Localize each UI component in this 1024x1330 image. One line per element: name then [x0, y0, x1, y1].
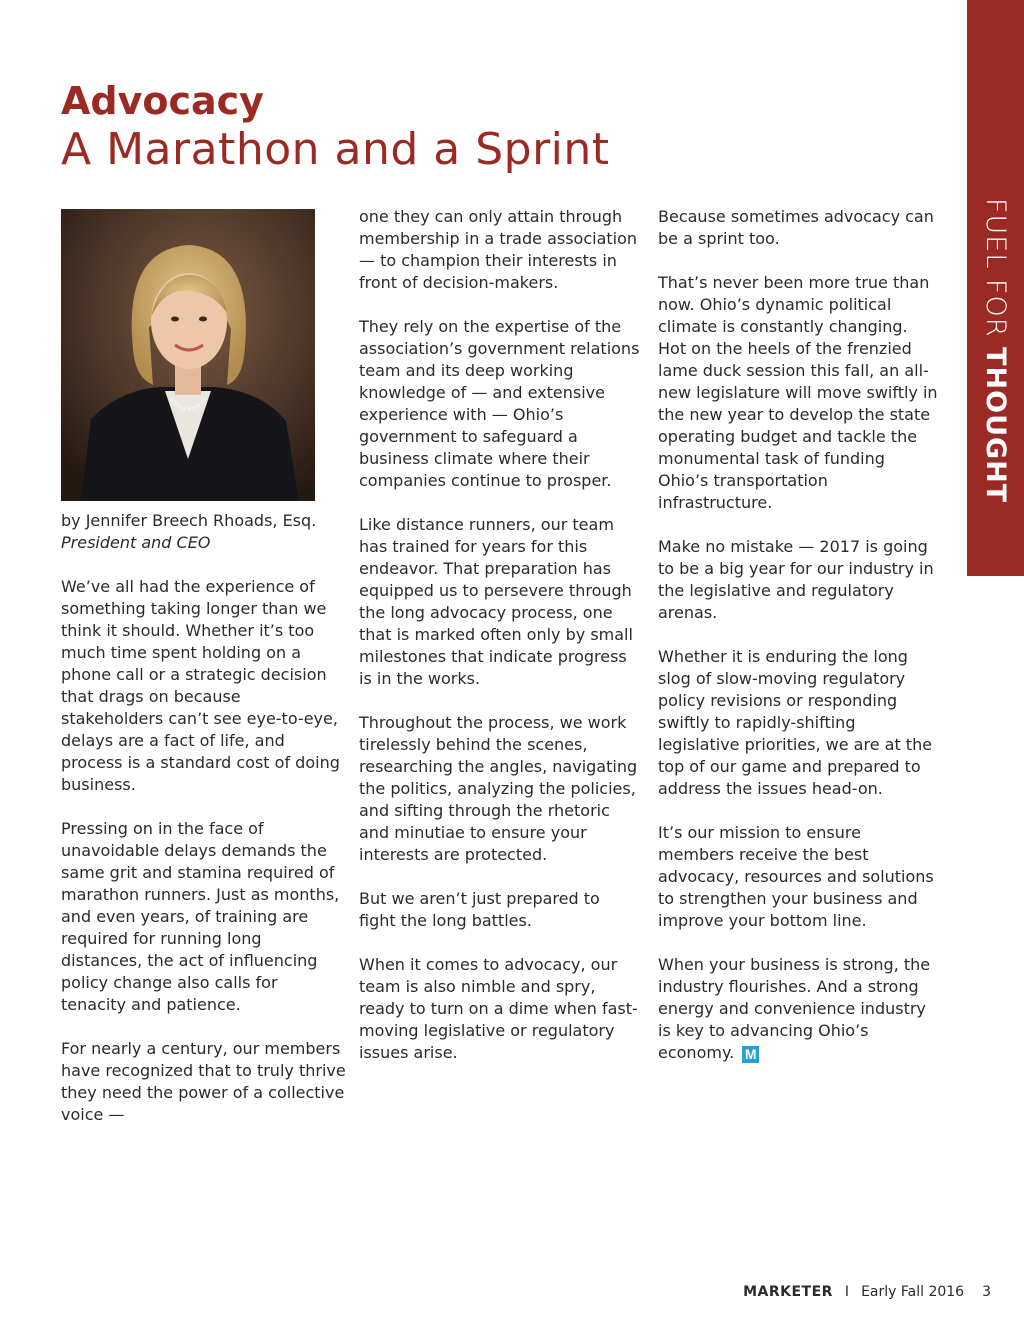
section-tab — [967, 0, 1024, 576]
headline — [61, 78, 610, 176]
paragraph: It’s our mission to ensure members receive the best advocacy, resources and solutions to strengthen your business and improve your bottom line. — [658, 823, 934, 930]
paragraph: one they can only attain through membership in a trade association — to champion their interests in front of decision-makers. — [359, 207, 638, 292]
footer-issue: Early Fall 2016 — [861, 1284, 965, 1300]
paragraph: Pressing on in the face of unavoidable delays demands the same grit and stamina required of marathon runners. Just as months, and even years, of training are required for running long distances, the act of influencing policy change also calls for tenacity and patience. — [61, 819, 340, 1014]
byline — [61, 510, 346, 554]
paragraph: Throughout the process, we work tirelessly behind the scenes, researching the angles, navigating the politics, analyzing the policies, and sifting through the rhetoric and minutiae to ensure your interests are protected. — [359, 713, 638, 864]
portrait-illustration — [61, 209, 315, 501]
paragraph: Like distance runners, our team has trained for years for this endeavor. That preparation has equipped us to persevere through the long advocacy process, one that is marked often only by small milestones that indicate progress is in the works. — [359, 515, 633, 688]
headline-title: A Marathon and a Sprint — [61, 124, 610, 175]
paragraph-text: When your business is strong, the industry flourishes. And a strong energy and convenience industry is key to advancing Ohio’s economy. — [658, 955, 931, 1062]
headline-kicker: Advocacy — [61, 79, 264, 123]
paragraph: That’s never been more true than now. Ohio’s dynamic political climate is constantly changing. Hot on the heels of the frenzied lame duck session this fall, an all-new legislature will move swiftly in the new year to develop the state operating budget and tackle the monumental task of funding Ohio’s transportation infrastructure. — [658, 273, 938, 512]
paragraph: Whether it is enduring the long slog of slow-moving regulatory policy revisions or responding swiftly to rapidly-shifting legislative priorities, we are at the top of our game and prepared to address the issues head-on. — [658, 647, 933, 798]
paragraph: We’ve all had the experience of something taking longer than we think it should. Whether it’s too much time spent holding on a phone call or a strategic decision that drags on because stakeholders can’t see eye-to-eye, delays are a fact of life, and process is a standard cost of doing business. — [61, 577, 340, 794]
paragraph: For nearly a century, our members have recognized that to truly thrive they need the power of a collective voice — — [61, 1039, 346, 1124]
article-column-2 — [359, 206, 641, 1086]
article-column-1 — [61, 510, 346, 1148]
paragraph: But we aren’t just prepared to fight the long battles. — [359, 889, 600, 930]
final-paragraph — [658, 954, 940, 1064]
byline-role: President and CEO — [61, 533, 211, 552]
article-column-3 — [658, 206, 940, 1086]
section-tab-bold: THOUGHT — [980, 347, 1011, 504]
paragraph: They rely on the expertise of the association’s government relations team and its deep working knowledge of — and extensive experience with — Ohio’s government to safeguard a business climate where their companies continue to prosper. — [359, 317, 640, 490]
byline-author: by Jennifer Breech Rhoads, Esq. — [61, 511, 317, 530]
footer-brand: MARKETER — [743, 1284, 833, 1300]
paragraph: When it comes to advocacy, our team is also nimble and spry, ready to turn on a dime when fast-moving legislative or regulatory issues arise. — [359, 955, 638, 1062]
section-tab-light: FUEL FOR — [980, 198, 1011, 348]
end-mark-logo-icon: M — [742, 1046, 759, 1063]
section-tab-label — [980, 198, 1011, 503]
page-footer — [743, 1284, 991, 1300]
author-portrait — [61, 209, 315, 501]
page-number: 3 — [982, 1284, 991, 1300]
footer-separator: I — [844, 1284, 850, 1300]
paragraph: Because sometimes advocacy can be a sprint too. — [658, 207, 934, 248]
paragraph: Make no mistake — 2017 is going to be a big year for our industry in the legislative and regulatory arenas. — [658, 537, 934, 622]
